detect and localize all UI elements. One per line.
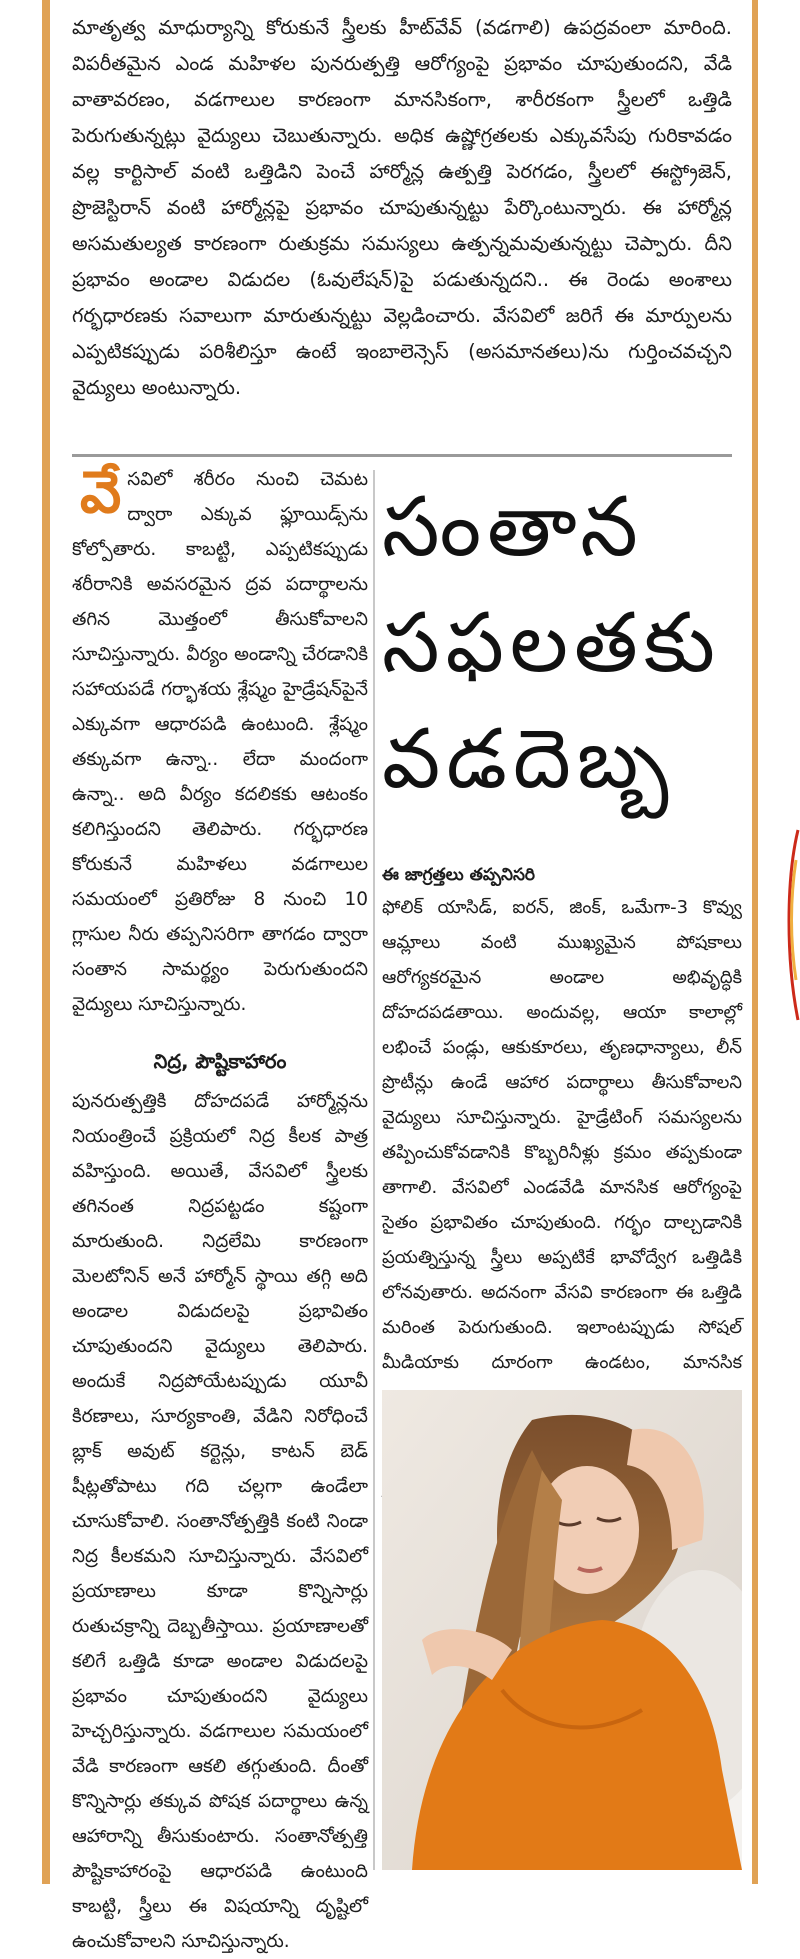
article-headline: [382, 470, 742, 818]
left-column-paragraph-1: సవిలో శరీరం నుంచి చెమట ద్వారా ఎక్కువ ఫ్లూయిడ్స్‌ను కోల్పోతారు. కాబట్టి, ఎప్పటికప్పుడు శరీరానికి అవసరమైన ద్రవ పదార్థాలను తగిన మొత్తంలో తీసుకోవాలని సూచిస్తున్నారు. వీర్యం అండాన్ని చేరడానికి సహాయపడే గర్భాశయ శ్లేష్మం హైడ్రేషన్‌పైనే ఎక్కువగా ఆధారపడి ఉంటుంది. శ్లేష్మం తక్కువగా ఉన్నా.. లేదా మందంగా ఉన్నా.. అది వీర్యం కదలికకు ఆటంకం కలిగిస్తుందని తెలిపారు. గర్భధారణ కోరుకునే మహిళలు వడగాలుల సమయంలో ప్రతిరోజు 8 నుంచి 10 గ్లాసుల నీరు తప్పనిసరిగా తాగడం ద్వారా సంతాన సామర్థ్యం పెరుగుతుందని వైద్యులు సూచిస్తున్నారు.: [72, 469, 368, 1015]
woman-resting-illustration: [382, 1390, 742, 1870]
precautions-title: ఈ జాగ్రత్తలు తప్పనిసరి: [382, 865, 536, 885]
headline-line-2: సఫలతకు: [382, 596, 721, 691]
headline-line-1: సంతాన: [382, 480, 644, 575]
left-column-paragraph-2: పునరుత్పత్తికి దోహదపడే హార్మోన్లను నియంత్రించే ప్రక్రియలో నిద్ర కీలక పాత్ర వహిస్తుంది. అయితే, వేసవిలో స్త్రీలకు తగినంత నిద్రపట్టడం కష్టంగా మారుతుంది. నిద్రలేమి కారణంగా మెలటోనిన్ అనే హార్మోన్ స్థాయి తగ్గి అది అండాల విడుదలపై ప్రభావితం చూపుతుందని వైద్యులు తెలిపారు. అందుకే నిద్రపోయేటప్పుడు యూవీ కిరణాలు, సూర్యకాంతి, వేడిని నిరోధించే బ్లాక్ అవుట్ కర్టెన్లు, కాటన్ బెడ్ షీట్లతోపాటు గది చల్లగా ఉండేలా చూసుకోవాలి. సంతానోత్పత్తికి కంటి నిండా నిద్ర కీలకమని సూచిస్తున్నారు. వేసవిలో ప్రయాణాలు కూడా కొన్నిసార్లు రుతుచక్రాన్ని దెబ్బతీస్తాయి. ప్రయాణాలతో కలిగే ఒత్తిడి కూడా అండాల విడుదలపై ప్రభావం చూపుతుందని వైద్యులు హెచ్చరిస్తున్నారు. వడగాలుల సమయంలో వేడి కారణంగా ఆకలి తగ్గుతుంది. దీంతో కొన్నిసార్లు తక్కువ పోషక పదార్థాలు ఉన్న ఆహారాన్ని తీసుకుంటారు. సంతానోత్పత్తి పౌష్టికాహారంపై ఆధారపడి ఉంటుంది కాబట్టి, స్త్రీలు ఈ విషయాన్ని దృష్టిలో ఉంచుకోవాలని సూచిస్తున్నారు.: [72, 1091, 368, 1952]
column-separator: [373, 470, 375, 1870]
section-divider: [72, 454, 732, 457]
subheading-sleep-nutrition: నిద్ర, పౌష్టికాహారం: [153, 1050, 287, 1073]
right-border-rule: [752, 0, 758, 1884]
woman-photo: [382, 1390, 742, 1870]
left-column: [72, 458, 368, 1959]
drop-cap: వే: [80, 458, 122, 526]
page-edge-decoration: [780, 820, 800, 1060]
right-column-text: ఫోలిక్ యాసిడ్, ఐరన్, జింక్, ఒమేగా-3 కొవ్వు ఆమ్లాలు వంటి ముఖ్యమైన పోషకాలు ఆరోగ్యకరమైన అండాల అభివృద్ధికి దోహదపడతాయి. అందువల్ల, ఆయా కాలాల్లో లభించే పండ్లు, ఆకుకూరలు, తృణధాన్యాలు, లీన్ ప్రొటీన్లు ఉండే ఆహార పదార్థాలు తీసుకోవాలని వైద్యులు సూచిస్తున్నారు. హైడ్రేటింగ్ సమస్యలను తప్పించుకోవడానికి కొబ్బరినీళ్లు క్రమం తప్పకుండా తాగాలి. వేసవిలో ఎండవేడి మానసిక ఆరోగ్యంపై సైతం ప్రభావితం చూపుతుంది. గర్భం దాల్చడానికి ప్రయత్నిస్తున్న స్త్రీలు అప్పటికే భావోద్వేగ ఒత్తిడికి లోనవుతారు. అదనంగా వేసవి కారణంగా ఈ ఒత్తిడి మరింత పెరుగుతుంది. ఇలాంటప్పుడు సోషల్ మీడియాకు దూరంగా ఉండటం, మానసిక: [382, 897, 742, 1373]
headline-line-3: వడదెబ్బ: [382, 712, 675, 807]
left-border-rule: [42, 0, 50, 1884]
intro-paragraph: మాతృత్వ మాధుర్యాన్ని కోరుకునే స్త్రీలకు హీట్‌వేవ్ (వడగాలి) ఉపద్రవంలా మారింది. విపరీతమైన ఎండ మహిళల పునరుత్పత్తి ఆరోగ్యంపై ప్రభావం చూపుతుందని, వేడి వాతావరణం, వడగాలుల కారణంగా మానసికంగా, శారీరకంగా స్త్రీలలో ఒత్తిడి పెరుగుతున్నట్లు వైద్యులు చెబుతున్నారు. అధిక ఉష్ణోగ్రతలకు ఎక్కువసేపు గురికావడం వల్ల కార్టిసాల్ వంటి ఒత్తిడిని పెంచే హార్మోన్ల ఉత్పత్తి పెరగడం, స్త్రీలలో ఈస్ట్రోజెన్, ప్రొజెస్టిరాన్ వంటి హార్మోన్లపై ప్రభావం చూపుతున్నట్టు పేర్కొంటున్నారు. ఈ హార్మోన్ల అసమతుల్యత కారణంగా రుతుక్రమ సమస్యలు ఉత్పన్నమవుతున్నట్టు చెప్పారు. దీని ప్రభావం అండాల విడుదల (ఓవులేషన్)పై పడుతున్నదని.. ఈ రెండు అంశాలు గర్భధారణకు సవాలుగా మారుతున్నట్టు వెల్లడించారు. వేసవిలో జరిగే ఈ మార్పులను ఎప్పటికప్పుడు పరిశీలిస్తూ ఉంటే ఇంబాలెన్సెస్ (అసమానతలు)ను గుర్తించవచ్చని వైద్యులు అంటున్నారు.: [72, 16, 732, 399]
